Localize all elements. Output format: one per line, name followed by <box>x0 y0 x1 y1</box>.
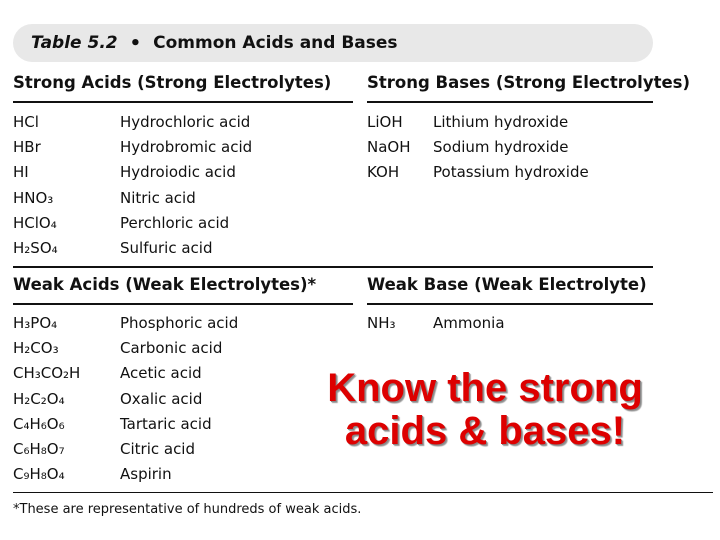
strong-acids-heading: Strong Acids (Strong Electrolytes) <box>13 73 332 92</box>
name-cell: Hydrochloric acid <box>120 113 251 131</box>
name-cell: Potassium hydroxide <box>433 163 589 182</box>
name-cell: Hydrobromic acid <box>120 138 253 157</box>
name-cell: Carbonic acid <box>120 339 223 358</box>
name-cell: Acetic acid <box>120 364 202 383</box>
formula-cell: NaOH <box>367 138 411 157</box>
name-cell: Sodium hydroxide <box>433 138 569 157</box>
section-divider-rule <box>13 266 653 268</box>
strong-bases-heading: Strong Bases (Strong Electrolytes) <box>367 73 691 92</box>
weak-base-heading: Weak Base (Weak Electrolyte) <box>367 275 647 294</box>
formula-cell: HClO₄ <box>13 213 57 232</box>
name-cell: Lithium hydroxide <box>433 113 569 131</box>
weak-acids-rule <box>13 303 353 305</box>
name-cell: Perchloric acid <box>120 213 230 232</box>
formula-cell: CH₃CO₂H <box>13 364 81 383</box>
formula-cell: HNO₃ <box>13 188 54 207</box>
formula-cell: NH₃ <box>367 314 396 332</box>
table-label: Table 5.2 <box>31 33 118 53</box>
name-cell: Sulfuric acid <box>120 239 213 257</box>
strong-acids-rule <box>13 101 353 103</box>
table-title: Common Acids and Bases <box>153 33 398 53</box>
formula-cell: HBr <box>13 138 41 157</box>
reminder-line-1: Know the strong <box>327 366 643 410</box>
formula-cell: KOH <box>367 163 400 182</box>
bottom-rule <box>13 492 713 493</box>
name-cell: Tartaric acid <box>120 414 212 433</box>
formula-cell: C₉H₈O₄ <box>13 465 65 484</box>
weak-base-rule <box>367 303 653 305</box>
bullet-icon: • <box>129 32 142 54</box>
name-cell: Hydroiodic acid <box>120 163 236 182</box>
formula-cell: C₄H₆O₆ <box>13 414 65 433</box>
formula-cell: C₆H₈O₇ <box>13 440 65 458</box>
formula-cell: H₂C₂O₄ <box>13 389 65 408</box>
reminder-line-2: acids & bases! <box>344 409 626 453</box>
formula-cell: HI <box>13 163 29 182</box>
formula-cell: H₂SO₄ <box>13 239 58 257</box>
table-title-banner <box>13 24 653 62</box>
weak-acids-heading: Weak Acids (Weak Electrolytes)* <box>13 275 317 294</box>
name-cell: Citric acid <box>120 440 195 458</box>
formula-cell: H₂CO₃ <box>13 339 59 358</box>
name-cell: Aspirin <box>120 465 172 484</box>
formula-cell: LiOH <box>367 113 403 131</box>
footnote: *These are representative of hundreds of weak acids. <box>13 502 362 517</box>
formula-cell: HCl <box>13 113 39 131</box>
name-cell: Phosphoric acid <box>120 314 239 332</box>
name-cell: Ammonia <box>433 314 505 332</box>
strong-bases-rule <box>367 101 653 103</box>
name-cell: Oxalic acid <box>120 389 203 408</box>
reminder-overlay <box>300 367 670 453</box>
name-cell: Nitric acid <box>120 188 196 207</box>
formula-cell: H₃PO₄ <box>13 314 58 332</box>
